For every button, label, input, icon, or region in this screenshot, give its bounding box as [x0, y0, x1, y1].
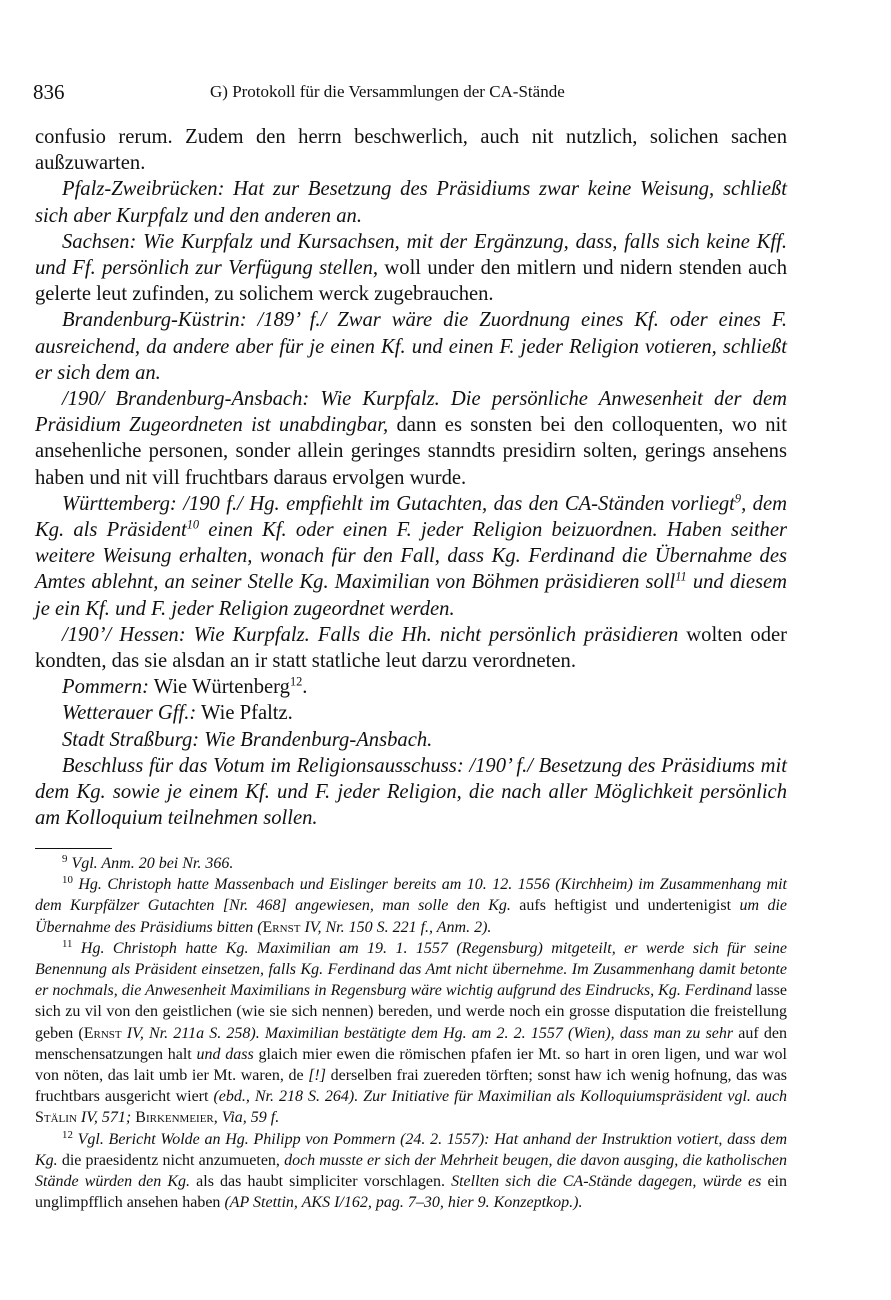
footnote-text: um die Übernahme des Präsidiums bitten ( [35, 897, 787, 936]
footnote-number: 10 [62, 874, 73, 887]
footnote-quote: die praesidentz nicht anzumueten, [57, 1151, 285, 1169]
paragraph-pfalz-zweibruecken: Pfalz-Zweibrücken: Hat zur Besetzung des Präsidiums zwar keine Weisung, schließt sich aber Kurpfalz und den anderen an. [35, 178, 787, 227]
pommern-period: . [302, 676, 308, 699]
main-text [35, 124, 787, 831]
wuerttemberg-text-d: und diesem je ein Kf. und F. jeder Religion zugeordnet werden. [35, 571, 788, 620]
wetterau-label: Wetterauer Gff.: [62, 702, 197, 725]
footnotes [35, 853, 787, 1213]
paragraph-beschluss: Beschluss für das Votum im Religionsausschuss: /190’ f./ Besetzung des Präsidiums mit dem Kg. sowie je einem Kf. und F. jeder Religion, die nach aller Möglichkeit persönlich am Kolloquium teilnehmen sollen. [35, 754, 787, 830]
footnote-text: [!] [308, 1067, 326, 1085]
footnote-ref-9: 9 [734, 491, 742, 506]
footnote-text: doch musste er sich der Mehrheit beugen, die davon ausging, die katholischen Stände würden den Kg. [35, 1151, 787, 1191]
paragraph-pommern [35, 674, 787, 700]
pommern-quote: Wie Würtenberg [148, 676, 290, 699]
paragraph-strassburg: Stadt Straßburg: Wie Brandenburg-Ansbach. [62, 728, 433, 751]
paragraph-sachsen [35, 229, 787, 308]
author-name: Stälin [35, 1109, 77, 1127]
ansbach-summary: /190/ Brandenburg-Ansbach: Wie Kurpfalz. Die persönliche Anwesenheit der dem Präsidium Zugeordneten ist unabdingbar, [35, 388, 787, 437]
footnote-11 [35, 938, 787, 1129]
footnote-text: IV, 571; [76, 1109, 136, 1127]
footnote-ref-10: 10 [186, 517, 200, 532]
footnote-quote: lasse sich zu vil von den geistlichen (wie sie sich nennen) bereden, und werde noch ein grosse disputation die freistellung geben ( [35, 982, 787, 1042]
footnote-12 [35, 1129, 787, 1214]
footnote-number: 11 [62, 937, 73, 950]
hessen-quote: wolten oder kondten, das sie alsdan an ir statt statliche leut darzu verordneten. [35, 623, 787, 673]
footnote-number: 12 [62, 1128, 73, 1141]
footnote-quote: auf den menschensatzungen halt [35, 1024, 788, 1063]
footnote-number: 9 [62, 853, 68, 866]
running-header [33, 80, 798, 106]
footnote-text: IV, Nr. 150 S. 221 f., Anm. 2). [300, 918, 492, 936]
footnote-quote: derselben frai zuereden törften; sonst haw ich wenig hofnung, das was fruchtbars ausgericht wiert [35, 1067, 787, 1106]
footnote-quote: als das haubt simpliciter vorschlagen. [190, 1173, 452, 1191]
page-number: 836 [33, 80, 65, 104]
footnote-ref-12: 12 [289, 674, 303, 689]
wuerttemberg-text-c: einen Kf. oder einen F. jeder Religion beizuordnen. Haben seither weitere Weisung erhalten, wonach für den Fall, dass Kg. Ferdinand die Übernahme des Amtes ablehnt, an seiner Stelle Kg. Maximilian von Böhmen präsidieren soll [35, 519, 788, 594]
footnote-ref-11: 11 [675, 569, 687, 584]
running-title: G) Protokoll für die Versammlungen der CA-Stände [210, 82, 565, 101]
ansbach-quote: dann es sonsten bei den colloquenten, wo nit ansehenliche personen, sonder allein geringes stanndts presidirn solten, gerings ansehens haben und nit vill fruchtbars daraus ervolgen wurde. [35, 414, 787, 489]
author-name: Birkenmeier [135, 1109, 214, 1127]
footnote-quote: ein unglimpfflich ansehen haben [35, 1173, 788, 1212]
footnote-quote: aufs heftigist und undertenigist [510, 897, 740, 915]
paragraph-wuerttemberg [35, 491, 787, 622]
footnote-10 [35, 874, 787, 938]
sachsen-quote: woll under den mitlern und nidern stenden auch gelerte leut zufinden, zu solichem werck zugebrauchen. [35, 257, 787, 306]
footnote-text: IV, Nr. 211a S. 258). Maximilian bestätigte dem Hg. am 2. 2. 1557 (Wien), dass man zu sehr [121, 1024, 734, 1042]
footnote-text: Stellten sich die CA-Stände dagegen, würde es [451, 1173, 762, 1191]
footnote-text: , Via, 59 f. [213, 1109, 280, 1127]
paragraph-confusio: confusio rerum. Zudem den herrn beschwerlich, auch nit nutzlich, solichen sachen außzuwarten. [35, 126, 787, 175]
wuerttemberg-text-a: Württemberg: /190 f./ Hg. empfiehlt im Gutachten, das den CA-Ständen vorliegt [62, 492, 735, 515]
paragraph-wetterau [35, 700, 787, 726]
paragraph-hessen [35, 622, 787, 674]
paragraph-brandenburg-ansbach [35, 386, 787, 491]
author-name: Ernst [262, 918, 301, 936]
footnote-divider [35, 848, 112, 849]
footnote-text: (AP Stettin, AKS I/162, pag. 7–30, hier 9. Konzeptkop.). [224, 1194, 583, 1212]
footnote-text: Vgl. Anm. 20 bei Nr. 366. [67, 855, 234, 872]
footnote-text: Vgl. Bericht Wolde an Hg. Philipp von Pommern (24. 2. 1557): Hat anhand der Instruktion votiert, dass dem Kg. [35, 1130, 787, 1169]
footnote-9 [35, 853, 787, 874]
pommern-label: Pommern: [62, 676, 149, 699]
wuerttemberg-text-b: , dem Kg. als Präsident [35, 492, 787, 542]
wetterau-quote: Wie Pfaltz. [196, 702, 293, 725]
footnote-text: (ebd., Nr. 218 S. 264). Zur Initiative für Maximilian als Kolloquiumspräsident vgl. auch [213, 1088, 787, 1106]
footnote-text: und dass [196, 1045, 254, 1063]
hessen-summary: /190’/ Hessen: Wie Kurpfalz. Falls die Hh. nicht persönlich präsidieren [62, 623, 679, 646]
footnote-text: Hg. Christoph hatte Massenbach und Eislinger bereits am 10. 12. 1556 (Kirchheim) im Zusammenhang mit dem Kurpfälzer Gutachten [Nr. 468] angewiesen, man solle den Kg. [35, 876, 787, 915]
footnote-quote: glaich mier ewen die römischen pfafen ier Mt. so hart in oren ligen, und war wol von nöten, das lait umb ier Mt. waren, de [35, 1045, 788, 1085]
author-name: Ernst [83, 1024, 122, 1042]
paragraph-brandenburg-kuestrin: Brandenburg-Küstrin: /189’ f./ Zwar wäre die Zuordnung eines Kf. oder eines F. ausreichend, da andere aber für je einen Kf. und einen F. jeder Religion votieren, schließt er sich dem an. [35, 309, 787, 384]
sachsen-summary: Sachsen: Wie Kurpfalz und Kursachsen, mit der Ergänzung, dass, falls sich keine Kff. und Ff. persönlich zur Verfügung stellen, [35, 230, 787, 280]
footnote-text: Hg. Christoph hatte Kg. Maximilian am 19. 1. 1557 (Regensburg) mitgeteilt, er werde sich für seine Benennung als Präsident einsetzen, falls Kg. Ferdinand das Amt nicht übernehme. Im Zusammenhang damit betonte er nochmals, die Anwesenheit Maximilians in Regensburg wäre wichtig aufgrund des Eindrucks, Kg. Ferdinand [35, 939, 787, 1000]
